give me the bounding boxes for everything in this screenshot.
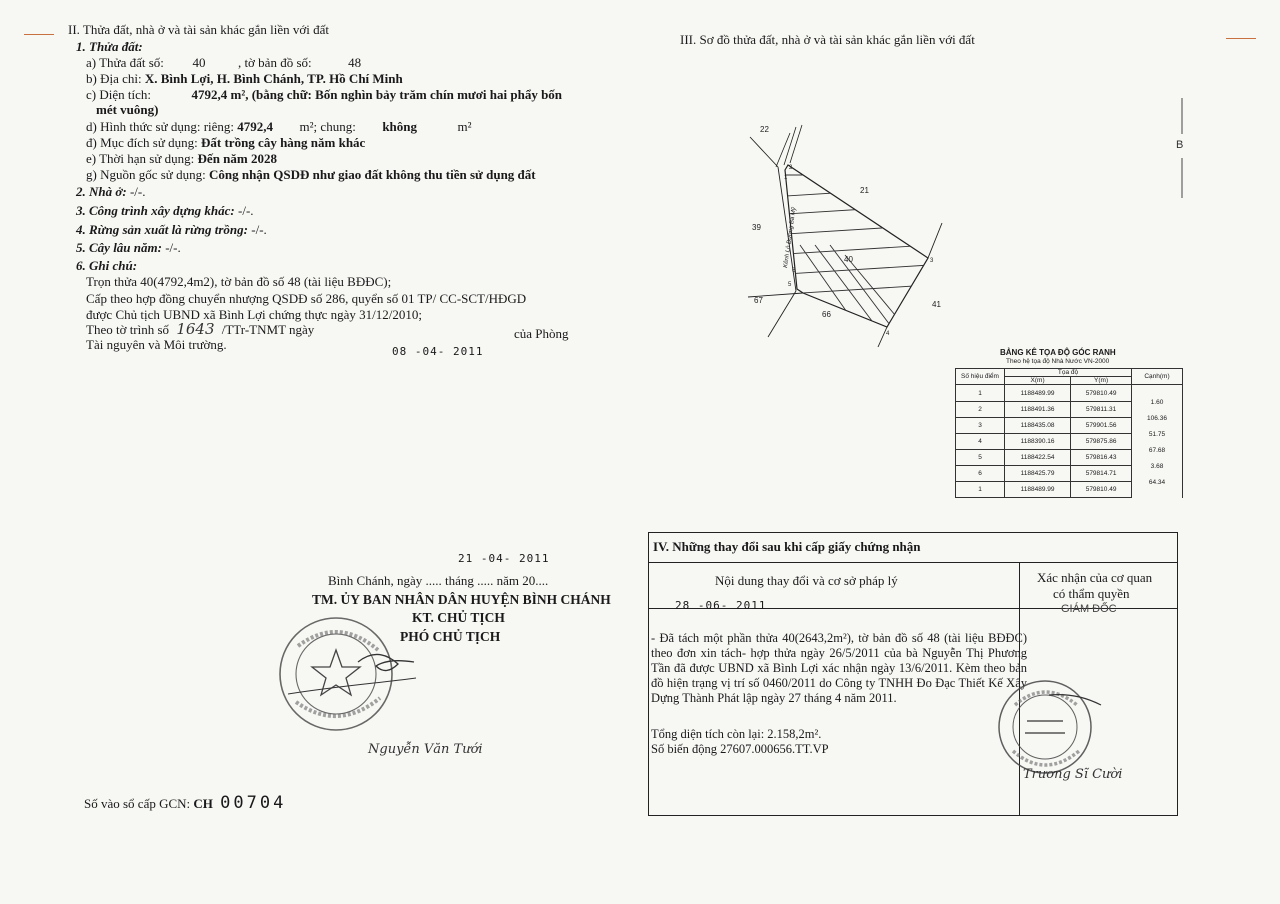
note-line1: Trọn thửa 40(4792,4m2), tờ bản đồ số 48 (tài liệu BĐĐC); (86, 274, 392, 289)
table-row: 1 1188489.99 579810.49 (956, 482, 1183, 498)
vertex-6: 6 (792, 268, 796, 274)
parcel-map (730, 115, 960, 355)
note-line4: Theo tờ trình số 1643 /TTr-TNMT ngày (86, 320, 315, 338)
neighbor-39: 39 (752, 223, 761, 232)
signer-name: Nguyễn Văn Tưới (368, 742, 483, 757)
address-value: X. Bình Lợi, H. Bình Chánh, TP. Hồ Chí Minh (144, 71, 403, 86)
vertex-3: 3 (930, 258, 934, 264)
usage-origin-row: g) Nguồn gốc sử dụng: Công nhận QSDĐ như giao đất không thu tiền sử dụng đất (86, 167, 536, 182)
issuing-org: TM. ỦY BAN NHÂN DÂN HUYỆN BÌNH CHÁNH (312, 592, 611, 607)
changes-header (649, 533, 1177, 563)
svg-text:B: B (1176, 139, 1184, 151)
vertex-5: 5 (788, 282, 792, 288)
common-area: không (382, 119, 418, 134)
table-row: 1 1188489.99 579810.49 1.60 106.36 51.75 67.68 3.68 64.34 (956, 385, 1183, 402)
note-line3: được Chủ tịch UBND xã Bình Lợi chứng thực ngày 31/12/2010; (86, 307, 423, 322)
section4-title: IV. Những thay đổi sau khi cấp giấy chứng nhận (653, 539, 921, 554)
change-number: Số biến động 27607.000656.TT.VP (651, 742, 829, 756)
item2-row: 2. Nhà ở: -/-. (76, 184, 146, 199)
margin-mark-left (24, 34, 54, 35)
place-date: Bình Chánh, ngày ..... tháng ..... năm 20.... (328, 573, 549, 588)
area-row: c) Diện tích: 4792,4 m², (bằng chữ: Bốn nghìn bảy trăm chín mươi hai phẩy bốn (86, 87, 563, 102)
changes-box (648, 532, 1178, 816)
coord-header-x: X(m) (1005, 377, 1071, 385)
office-signer-name: Trương Sĩ Cười (1023, 767, 1123, 782)
area-value-words: mét vuông) (96, 102, 159, 117)
usage-term: Đến năm 2028 (197, 151, 277, 166)
margin-tick-marks (1170, 98, 1190, 208)
usage-term-row: e) Thời hạn sử dụng: Đến năm 2028 (86, 151, 277, 166)
note-line4-end: của Phòng (514, 326, 569, 341)
neighbor-22: 22 (760, 125, 769, 134)
table-row: 4 1188390.16 579875.86 (956, 434, 1183, 450)
address-row: b) Địa chỉ: X. Bình Lợi, H. Bình Chánh, TP. Hồ Chí Minh (86, 71, 403, 86)
coord-header-coord: Tọa độ (1005, 369, 1132, 377)
note-line2: Cấp theo hợp đồng chuyển nhượng QSDĐ số 286, quyển số 01 TP/ CC-SCT/HĐGD (86, 291, 527, 306)
item6-heading: 6. Ghi chú: (76, 258, 138, 273)
edge-lengths: 1.60 106.36 51.75 67.68 3.68 64.34 (1132, 385, 1183, 498)
changes-stamp-date: 28 -06- 2011 (675, 599, 767, 612)
vertex-1: 1 (784, 175, 788, 181)
director-title: GIÁM ĐỐC (1061, 603, 1117, 615)
parcel-40-outline (785, 165, 928, 327)
area-value: 4792,4 m², (bằng chữ: Bốn nghìn bảy trăm chín mươi hai phẩy bốn (191, 87, 563, 102)
margin-mark-right (1226, 38, 1256, 39)
table-row: 2 1188491.36 579811.31 (956, 402, 1183, 418)
signature-stamp-date: 21 -04- 2011 (458, 552, 550, 565)
gcn-number: 00704 (220, 793, 287, 813)
changes-col2-header-l1: Xác nhận của cơ quan (1037, 570, 1153, 585)
map-number: 48 (348, 55, 362, 70)
official-seal-icon (268, 606, 418, 736)
coord-header-edge: Cạnh(m) (1132, 369, 1183, 385)
signer-role2: PHÓ CHỦ TỊCH (400, 629, 501, 644)
neighbor-67: 67 (754, 296, 763, 305)
signer-role1: KT. CHỦ TỊCH (412, 610, 505, 625)
parcel-number-row: a) Thửa đất số: 40 , tờ bản đồ số: 48 (86, 55, 362, 70)
usage-form-row: d) Hình thức sử dụng: riêng: 4792,4 m²; chung: không m² (86, 119, 472, 134)
changes-col1-header: Nội dung thay đổi và cơ sở pháp lý (715, 573, 898, 588)
parcel-number: 40 (192, 55, 206, 70)
section3-title: III. Sơ đồ thửa đất, nhà ở và tài sản khác gắn liền với đất (680, 32, 975, 47)
table-row: 6 1188425.79 579814.71 (956, 466, 1183, 482)
coord-table (955, 368, 1183, 498)
neighbor-21: 21 (860, 186, 869, 195)
usage-origin: Công nhận QSDĐ như giao đất không thu tiền sử dụng đất (208, 167, 536, 182)
coord-header-y: Y(m) (1071, 377, 1132, 385)
usage-purpose: Đất trồng cây hàng năm khác (201, 135, 366, 150)
changes-col2-header-l2: có thẩm quyền (1053, 586, 1130, 601)
canal-label: Kênh Lò Đường Ba Mỹ (783, 206, 798, 269)
coord-table-title: BẢNG KÊ TỌA ĐỘ GÓC RANH (1000, 348, 1116, 357)
neighbor-66: 66 (822, 310, 831, 319)
section2-title: II. Thửa đất, nhà ở và tài sản khác gắn liền với đất (68, 22, 329, 37)
gcn-register-row: Số vào sổ cấp GCN: CH 00704 (84, 793, 287, 813)
table-row: 5 1188422.54 579816.43 (956, 450, 1183, 466)
vertex-2: 2 (789, 165, 793, 171)
table-row: 3 1188435.08 579901.56 (956, 418, 1183, 434)
parcel-40-label: 40 (844, 255, 853, 264)
coord-header-point: Số hiệu điểm (956, 369, 1005, 385)
remaining-area: Tổng diện tích còn lại: 2.158,2m². (651, 727, 822, 741)
item5-row: 5. Cây lâu năm: -/-. (76, 240, 181, 255)
private-area: 4792,4 (237, 119, 274, 134)
usage-purpose-row: đ) Mục đích sử dụng: Đất trồng cây hàng năm khác (86, 135, 366, 150)
item4-row: 4. Rừng sản xuất là rừng trồng: -/-. (76, 222, 267, 237)
note-line5: Tài nguyên và Môi trường. (86, 337, 227, 352)
item1-heading: 1. Thửa đất: (76, 39, 143, 54)
note-stamp-date: 08 -04- 2011 (392, 345, 484, 358)
item3-row: 3. Công trình xây dựng khác: -/-. (76, 203, 254, 218)
changes-content: - Đã tách một phần thửa 40(2643,2m²), tờ bản đồ số 48 (tài liệu BĐĐC) theo đơn xin tách- hợp thửa ngày 26/5/2011 của bà Nguyễn Thị Phương Tần đã được UBND xã Bình Lợi xác nhận ngày 13/6/2011. Kèm theo bản đồ hiện trạng vị trí số 0460/2011 do Công ty TNHH Đo Đạc Thiết Kế Xây Dựng Thành Phát lập ngày 27 tháng 4 năm 2011. (651, 631, 1027, 705)
coord-table-subtitle: Theo hệ tọa độ Nhà Nước VN-2000 (1006, 358, 1110, 365)
handwritten-report-number: 1643 (176, 320, 215, 338)
neighbor-41: 41 (932, 300, 941, 309)
vertex-4: 4 (886, 331, 890, 337)
